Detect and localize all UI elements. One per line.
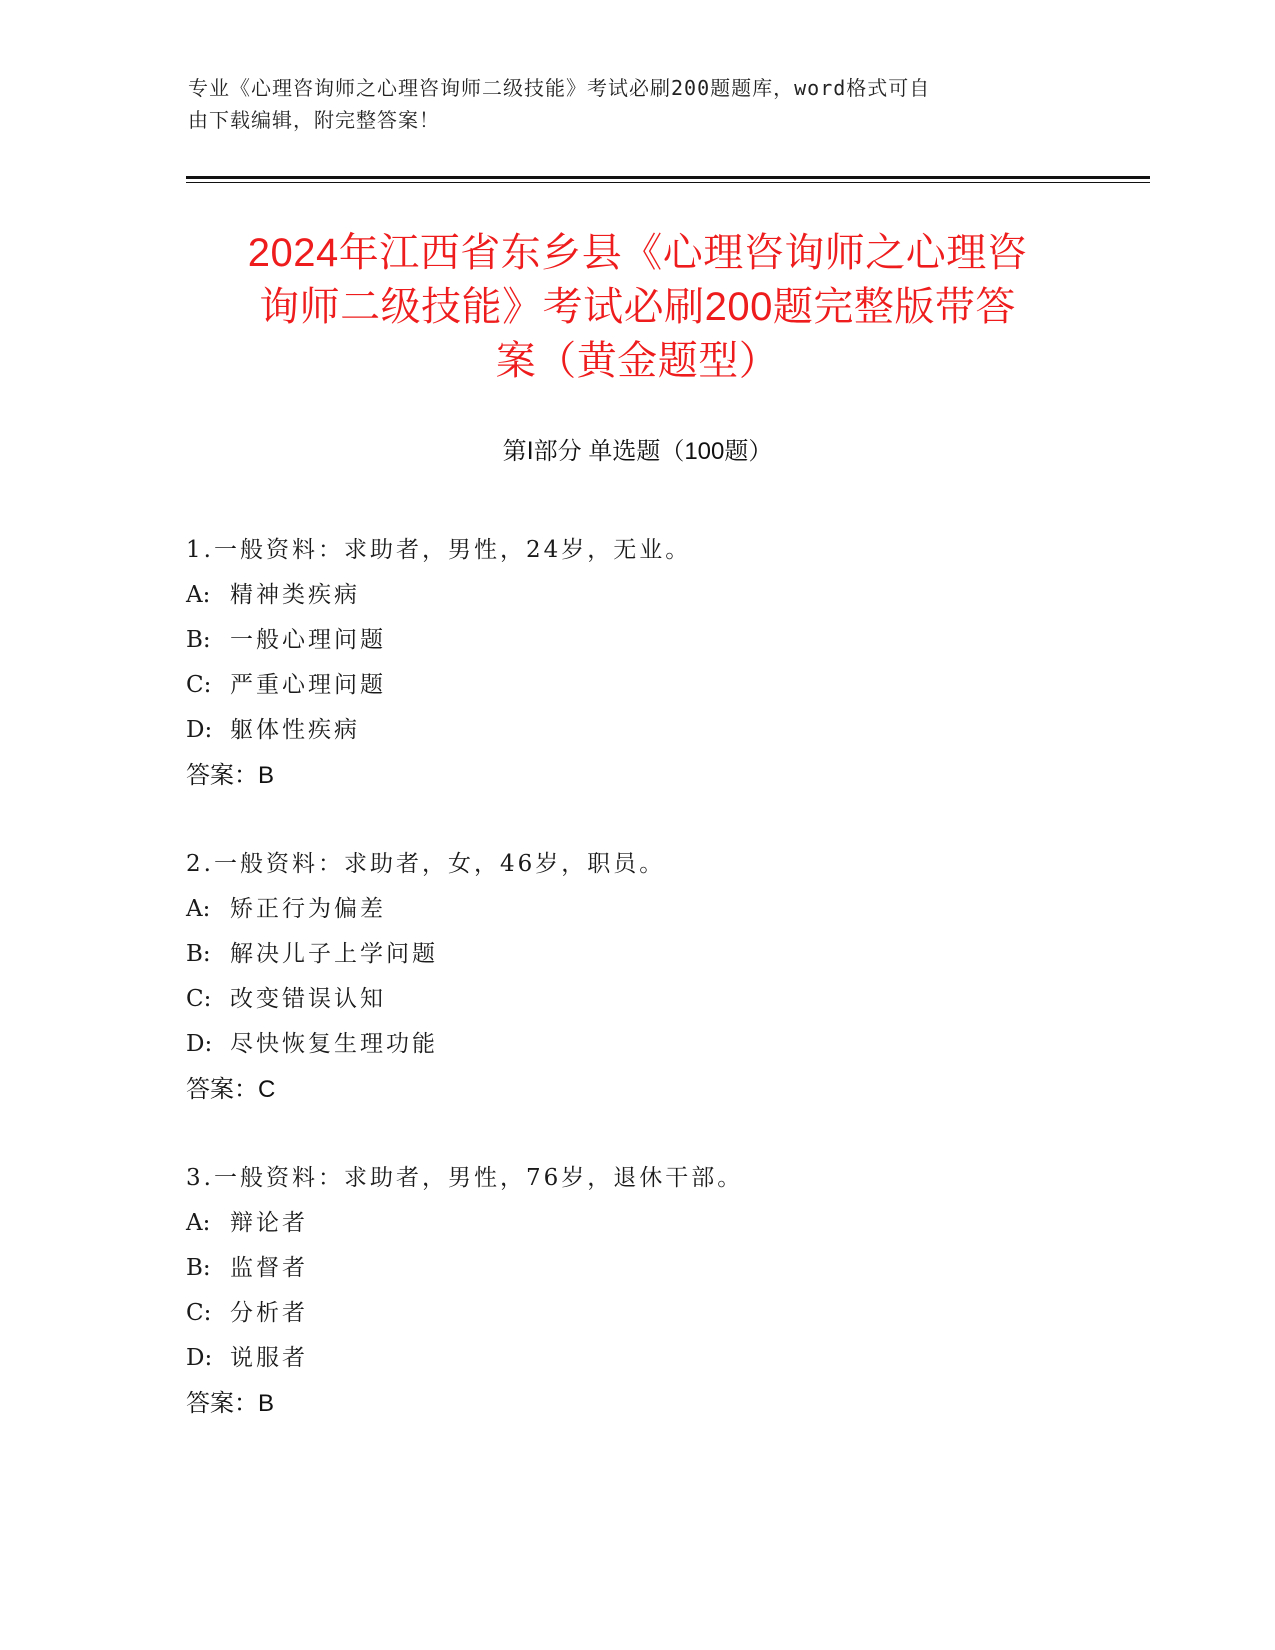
- option-text: 说服者: [230, 1345, 308, 1371]
- option-d: [186, 708, 1086, 753]
- section-title: 第Ⅰ部分 单选题（100题）: [502, 438, 773, 465]
- option-a: [186, 887, 1086, 932]
- header-note-line-1: 专业《心理咨询师之心理咨询师二级技能》考试必刷200题题库，word格式可自: [188, 76, 931, 100]
- option-b: [186, 932, 1086, 977]
- question-stem: 1.一般资料：求助者，男性，24岁，无业。: [186, 537, 692, 563]
- option-letter: A:: [186, 582, 211, 608]
- question-2: [186, 842, 1086, 1112]
- header-note-line-2: 由下载编辑，附完整答案！: [188, 108, 440, 132]
- option-c: [186, 663, 1086, 708]
- option-c: [186, 977, 1086, 1022]
- option-text: 躯体性疾病: [230, 717, 360, 743]
- option-c: [186, 1291, 1086, 1336]
- option-letter: B:: [186, 1255, 211, 1281]
- question-3: [186, 1156, 1086, 1426]
- option-a: [186, 1201, 1086, 1246]
- option-d: [186, 1022, 1086, 1067]
- option-letter: D:: [186, 1345, 213, 1371]
- option-letter: A:: [186, 1210, 211, 1236]
- question-list: [186, 528, 1086, 1470]
- option-text: 解决儿子上学问题: [230, 941, 438, 967]
- option-a: [186, 573, 1086, 618]
- header-divider-thin: [186, 182, 1150, 183]
- document-title-line-3: 案（黄金题型）: [495, 339, 780, 383]
- option-text: 严重心理问题: [230, 672, 386, 698]
- option-letter: B:: [186, 941, 211, 967]
- header-note: [188, 72, 1088, 136]
- document-title-line-1: 2024年江西省东乡县《心理咨询师之心理咨: [247, 231, 1028, 275]
- option-letter: D:: [186, 1031, 213, 1057]
- option-letter: C:: [186, 986, 212, 1012]
- option-letter: D:: [186, 717, 213, 743]
- option-text: 监督者: [230, 1255, 308, 1281]
- option-text: 分析者: [230, 1300, 308, 1326]
- document-title-line-2: 询师二级技能》考试必刷200题完整版带答: [259, 285, 1016, 329]
- option-text: 改变错误认知: [230, 986, 386, 1012]
- option-letter: C:: [186, 1300, 212, 1326]
- answer: 答案：C: [186, 1076, 276, 1103]
- answer: 答案：B: [186, 1390, 275, 1417]
- option-text: 精神类疾病: [230, 582, 360, 608]
- question-stem: 2.一般资料：求助者，女，46岁，职员。: [186, 851, 666, 877]
- question-1: [186, 528, 1086, 798]
- option-text: 矫正行为偏差: [230, 896, 386, 922]
- option-b: [186, 618, 1086, 663]
- option-text: 尽快恢复生理功能: [230, 1031, 438, 1057]
- option-d: [186, 1336, 1086, 1381]
- answer: 答案：B: [186, 762, 275, 789]
- option-text: 辩论者: [230, 1210, 308, 1236]
- header-divider-thick: [186, 176, 1150, 179]
- question-stem: 3.一般资料：求助者，男性，76岁，退休干部。: [186, 1165, 744, 1191]
- option-text: 一般心理问题: [230, 627, 386, 653]
- option-letter: B:: [186, 627, 211, 653]
- option-letter: A:: [186, 896, 211, 922]
- option-b: [186, 1246, 1086, 1291]
- document-title: [160, 226, 1115, 388]
- option-letter: C:: [186, 672, 212, 698]
